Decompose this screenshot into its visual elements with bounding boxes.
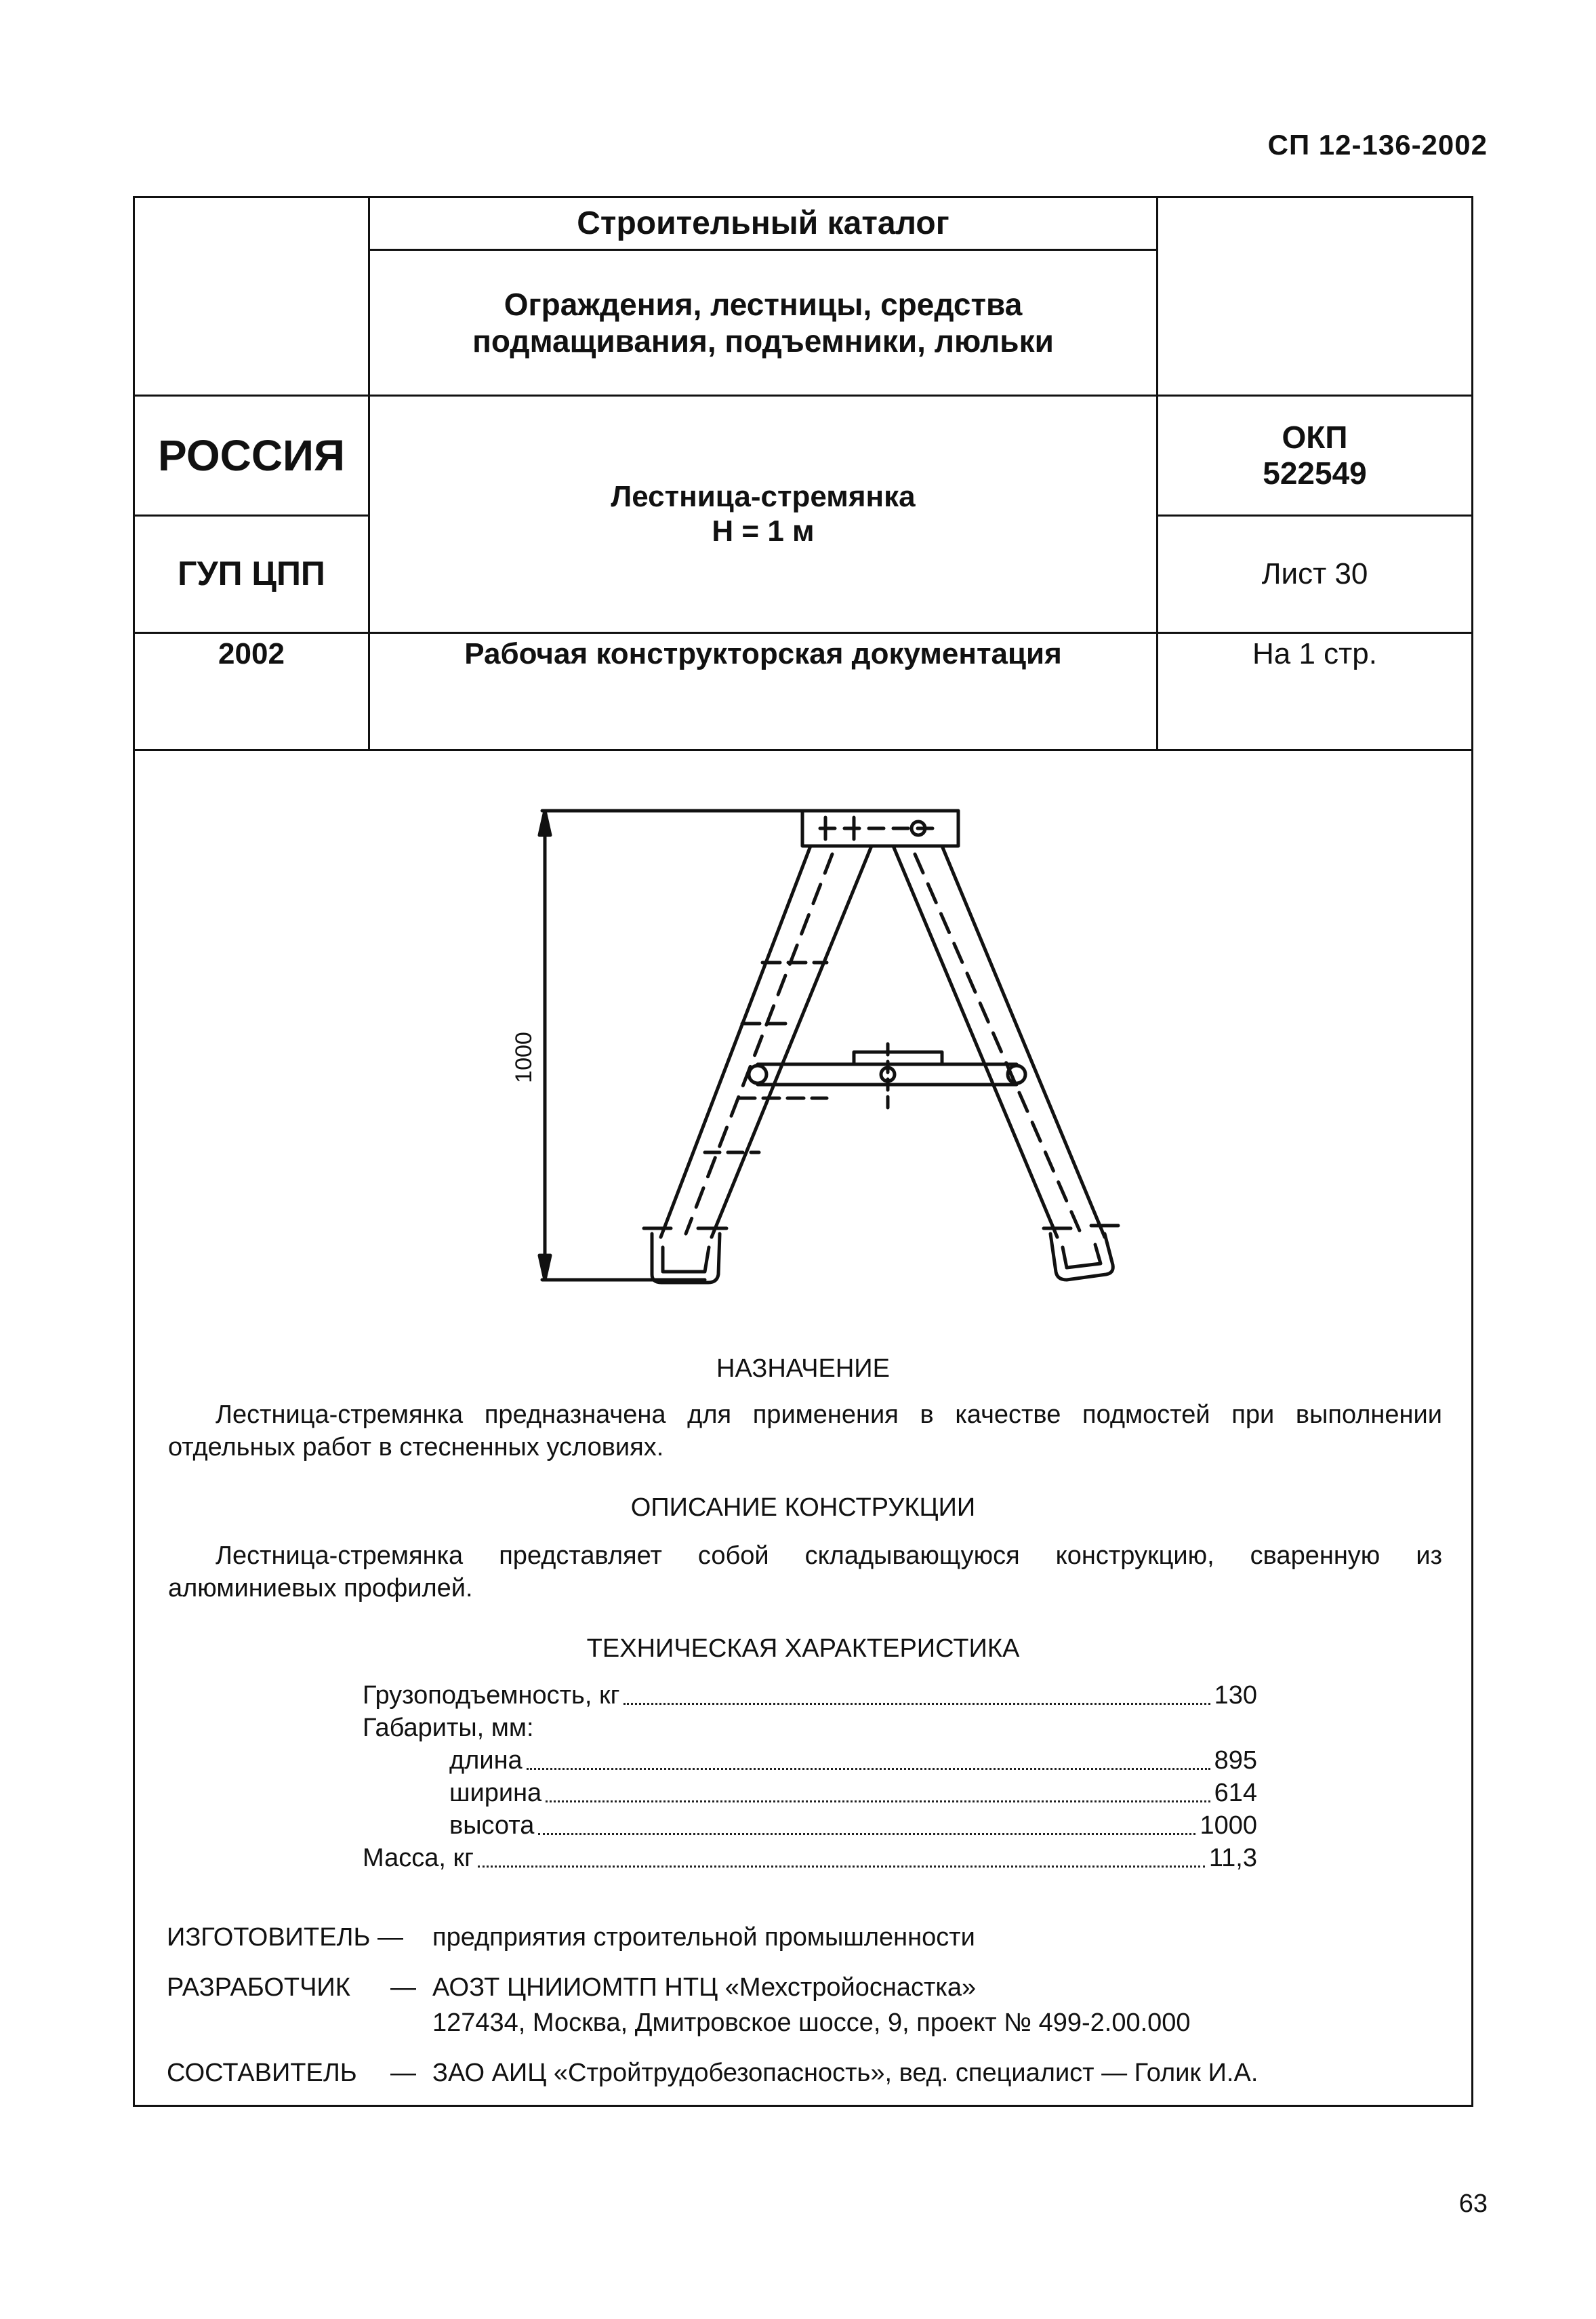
year-label: 2002 [218,637,285,670]
credit-maker: ИЗГОТОВИТЕЛЬ — предприятия строительной промышленности [167,1923,975,1952]
okp-code: ОКП 522549 [1263,420,1367,491]
document-number: СП 12-136-2002 [1267,129,1488,161]
ladder-drawing [474,800,1152,1302]
spec-row-mass: Масса, кг 11,3 [363,1844,1257,1872]
right-leg-inner [893,846,1057,1237]
dimension-label: 1000 [511,1032,537,1083]
catalog-title: Строительный каталог [577,205,949,241]
crossbar-pivot-left [749,1066,766,1083]
construction-title: ОПИСАНИЕ КОНСТРУКЦИИ [630,1493,976,1522]
country-label: РОССИЯ [157,431,346,480]
sheet-number: Лист 30 [1261,557,1368,590]
org-label: ГУП ЦПП [178,554,325,593]
spec-row-length: длина 895 [449,1746,1257,1775]
doc-type: Рабочая конструкторская документация [464,637,1062,670]
arrow-top [539,811,550,835]
spec-row-height: высота 1000 [449,1811,1257,1840]
spec-row-width: ширина 614 [449,1779,1257,1807]
construction-text: Лестница-стремянка представляет собой складывающуюся конструкцию, сваренную из алюминиевых профилей. [168,1541,1442,1602]
spec-row-capacity: Грузоподъемность, кг 130 [363,1681,1257,1710]
pages-count: На 1 стр. [1252,637,1377,670]
credit-developer: РАЗРАБОТЧИК — АОЗТ ЦНИИОМТП НТЦ «Мехстройоснастка» 127434, Москва, Дмитровское шоссе, 9, проект № 499-2.00.000 [167,1973,1191,2037]
spec-dims-label: Габариты, мм: [363,1714,534,1742]
catalog-subtitle: Ограждения, лестницы, средства подмащивания, подъемники, люльки [472,286,1054,359]
credit-compiler: СОСТАВИТЕЛЬ — ЗАО АИЦ «Стройтрудобезопасность», вед. специалист — Голик И.А. [167,2059,1259,2087]
page-number: 63 [1458,2190,1488,2218]
divider [135,749,1471,751]
arrow-bottom [539,1255,550,1280]
product-title: Лестница-стремянка Н = 1 м [611,479,916,548]
purpose-text: Лестница-стремянка предназначена для применения в качестве подмостей при выполнении отдельных работ в стесненных условиях. [168,1400,1442,1461]
right-foot [1050,1234,1113,1280]
right-leg-outer [942,846,1105,1237]
specs-title: ТЕХНИЧЕСКАЯ ХАРАКТЕРИСТИКА [586,1634,1020,1663]
specs-list [363,1679,1257,1874]
credits-block [167,1920,1441,2091]
purpose-title: НАЗНАЧЕНИЕ [716,1354,890,1383]
